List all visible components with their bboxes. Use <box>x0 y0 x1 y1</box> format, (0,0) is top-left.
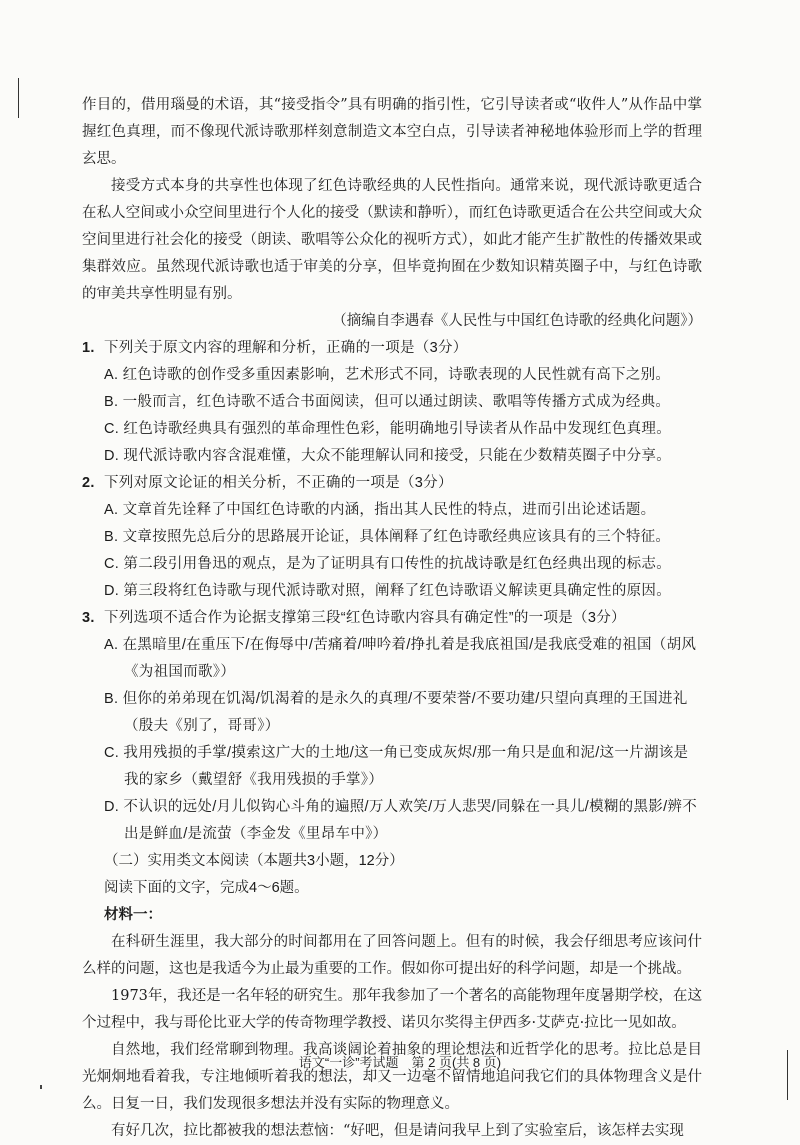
option: C. 第二段引用鲁迅的观点，是为了证明具有口传性的抗战诗歌是红色经典出现的标志。 <box>104 556 672 572</box>
question-stem: 下列对原文论证的相关分析，不正确的一项是（3分） <box>104 475 453 491</box>
question-stem: 下列关于原文内容的理解和分析，正确的一项是（3分） <box>104 340 468 356</box>
question-stem: 下列选项不适合作为论据支撑第三段“红色诗歌内容具有确定性”的一项是（3分） <box>104 610 626 626</box>
question-2 <box>82 470 702 605</box>
question-3 <box>82 605 702 848</box>
material-paragraph: 自然地，我们经常聊到物理。我高谈阔论着抽象的理论想法和近哲学化的思考。拉比总是目光炯炯地看着我，专注地倾听着我的想法，却又一边毫不留情地追问我它们的具体物理含义是什么。日复一日，我们发现很多想法并没有实际的物理意义。 <box>82 1042 702 1112</box>
page-content <box>82 92 702 1145</box>
option: B. 文章按照先总后分的思路展开论证，具体阐释了红色诗歌经典应该具有的三个特征。 <box>104 529 671 545</box>
scan-mark <box>40 1085 42 1089</box>
option: D. 不认识的远处/月儿似钩心斗角的遍照/万人欢笑/万人悲哭/同躲在一具儿/模糊的黑影/辨不出是鲜血/是流萤（李金发《里昂车中》） <box>104 799 697 842</box>
question-number: 1. <box>82 340 95 356</box>
material-paragraph: 有好几次，拉比都被我的想法惹恼：“好吧，但是请问我早上到了实验室后，该怎样去实现 <box>111 1123 684 1139</box>
option: A. 文章首先诠释了中国红色诗歌的内涵，指出其人民性的特点，进而引出论述话题。 <box>104 502 656 518</box>
material-label: 材料一： <box>104 907 162 923</box>
question-1 <box>82 335 702 470</box>
option: C. 红色诗歌经典具有强烈的革命理性色彩，能明确地引导读者从作品中发现红色真理。 <box>104 421 672 437</box>
option: B. 但你的弟弟现在饥渴/饥渴着的是永久的真理/不要荣誉/不要功建/只望向真理的王国进礼（殷夫《别了，哥哥》） <box>104 691 688 734</box>
option: A. 红色诗歌的创作受多重因素影响，艺术形式不同，诗歌表现的人民性就有高下之别。 <box>104 367 671 383</box>
intro-paragraph: 作目的，借用瑙曼的术语，其“接受指令”具有明确的指引性，它引导读者或“收件人”从作品中掌握红色真理，而不像现代派诗歌那样刻意制造文本空白点，引导读者神秘地体验形而上学的哲理玄思。 <box>82 97 702 167</box>
binding-margin-line <box>18 78 19 118</box>
source-citation: （摘编自李遇春《人民性与中国红色诗歌的经典化问题》） <box>332 313 702 329</box>
question-number: 3. <box>82 610 95 626</box>
option: A. 在黑暗里/在重压下/在侮辱中/苦痛着/呻吟着/挣扎着是我底祖国/是我底受难的祖国（胡风《为祖国而歌》） <box>104 637 697 680</box>
option: D. 第三段将红色诗歌与现代派诗歌对照，阐释了红色诗歌语义解读更具确定性的原因。 <box>104 583 672 599</box>
material-paragraph: 1973年，我还是一名年轻的研究生。那年我参加了一个著名的高能物理年度暑期学校，在这个过程中，我与哥伦比亚大学的传奇物理学教授、诺贝尔奖得主伊西多·艾萨克·拉比一见如故。 <box>82 988 702 1031</box>
option: D. 现代派诗歌内容含混难懂，大众不能理解认同和接受，只能在少数精英圈子中分享。 <box>104 448 672 464</box>
question-number: 2. <box>82 475 95 491</box>
section-title: （二）实用类文本阅读（本题共3小题，12分） <box>104 853 404 869</box>
option: C. 我用残损的手掌/摸索这广大的土地/这一角已变成灰烬/那一角只是血和泥/这一片湖该是我的家乡（戴望舒《我用残损的手掌》） <box>104 745 689 788</box>
page-footer: 语文“一诊”考试题 第 2 页(共 8 页) <box>298 1055 502 1070</box>
option: B. 一般而言，红色诗歌不适合书面阅读，但可以通过朗读、歌唱等传播方式成为经典。 <box>104 394 671 410</box>
section-instruction: 阅读下面的文字，完成4～6题。 <box>104 880 309 896</box>
material-paragraph: 在科研生涯里，我大部分的时间都用在了回答问题上。但有的时候，我会仔细思考应该问什么样的问题，这也是我适今为止最为重要的工作。假如你可提出好的科学问题，却是一个挑战。 <box>82 934 702 977</box>
intro-paragraph: 接受方式本身的共享性也体现了红色诗歌经典的人民性指向。通常来说，现代派诗歌更适合在私人空间或小众空间里进行个人化的接受（默读和静听），而红色诗歌更适合在公共空间或大众空间里进行社会化的接受（朗读、歌唱等公众化的视听方式），如此才能产生扩散性的传播效果或集群效应。虽然现代派诗歌也适于审美的分享，但毕竟拘囿在少数知识精英圈子中，与红色诗歌的审美共享性明显有别。 <box>82 178 702 302</box>
